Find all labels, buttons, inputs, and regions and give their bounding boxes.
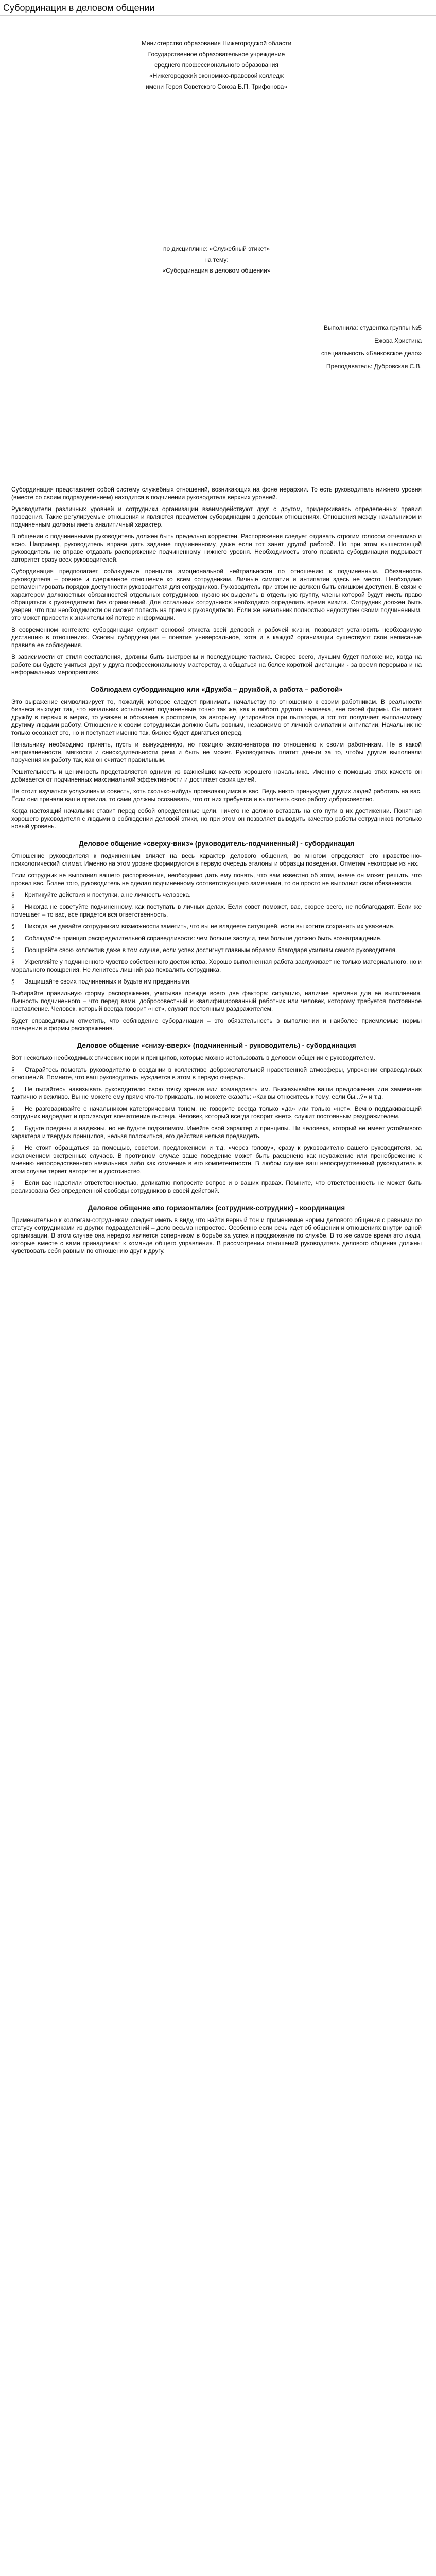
list-item — [11, 1144, 422, 1175]
bullet-icon: § — [11, 923, 15, 930]
article-body — [11, 486, 422, 1255]
discipline-block — [11, 245, 422, 275]
paragraph: Вот несколько необходимых этических норм и принципов, которые можно использовать в деловом общении с руководителем. — [11, 1054, 375, 1061]
list-item — [11, 903, 422, 919]
section-heading: Деловое общение «сверху-вниз» (руководитель-подчиненный) - субординация — [78, 840, 355, 848]
list-item — [11, 1066, 422, 1081]
list-item — [11, 1125, 422, 1140]
paragraph: В современном контексте субординация служит основой этикета всей деловой и рабочей жизни, позволяет установить необходимую дистанцию в отношениях. Основы субординации – понятие универсальное, хотя и в каждой организации существуют свои неписаные правила ее соблюдения. — [11, 626, 422, 649]
paragraph: В зависимости от стиля составления, должны быть выстроены и последующие тактика. Скорее всего, лучшим будет положение, когда на работе вы будете учиться друг у друга профессиональному мастерству, а общаться на более короткой дистанции - за время перерыва и на неформальных мероприятиях. — [11, 653, 422, 676]
list-item-text: Соблюдайте принцип распределительной справедливости: чем больше заслуги, тем больше должно быть вознаграждение. — [25, 935, 382, 942]
paragraph: Субординация предполагает соблюдение принципа эмоциональной нейтральности по отношению к подчиненным. Обязанность руководителя – ровное и сдержанное отношение ко всем сотрудникам. Личные симпатии и антипатии здесь не место. Необходимо регламентировать порядок доступности руководителя для сотрудников. Руководитель при этом не должен быть слишком доступен. В связи с характером должностных обязанностей отдельных сотрудников, нужно их выделить в отдельную группу, члены которой будут иметь право обращаться к руководителю без ограничений. Для остальных сотрудников необходимо определить время визита. Сотрудник должен быть уверен, что при необходимости он сможет попасть на прием к руководителю. Если же начальник полностью недоступен своим подчиненным, это может привести к значительной потере информации. — [11, 568, 422, 621]
bullet-icon: § — [11, 1125, 15, 1132]
institution-line: Государственное образовательное учреждение — [148, 50, 285, 58]
section-heading: Деловое общение «по горизонтали» (сотрудник-сотрудник) - координация — [88, 1204, 345, 1212]
document — [0, 40, 436, 1255]
page-title: Субординация в деловом общении — [0, 0, 436, 16]
list-item-text: Будьте преданы и надежны, но не будьте подхалимом. Имейте свой характер и принципы. Ни человека, который не имеет устойчивого характера и твердых принципов, нельзя положиться, его действия нельзя предвидеть. — [11, 1125, 422, 1140]
rules-list — [11, 891, 422, 986]
list-item — [11, 923, 422, 930]
list-item — [11, 935, 422, 942]
list-item — [11, 1105, 422, 1121]
rules-list — [11, 1066, 422, 1195]
bullet-icon: § — [11, 1144, 15, 1151]
paragraph: Руководители различных уровней и сотрудники организации взаимодействуют друг с другом, придерживаясь определенных правил поведения. Такие регулируемые отношения и являются предметом субординации в деловых отношениях. Отношения между начальником и подчиненным должны иметь аналитичный характер. — [11, 505, 422, 528]
student-name: Ежова Христина — [374, 337, 422, 344]
teacher: Преподаватель: Дубровская С.В. — [326, 363, 422, 370]
paragraph: Начальнику необходимо принять, пусть и вынужденную, но позицию экспоненатора по отношению к своим работникам. Не в какой неприязненности, мягкости и снисходительности речи и быть не может. Руководитель платит деньги за то, чтобы другие выполняли поручения их работу так, как он считает правильным. — [11, 741, 422, 764]
list-item — [11, 978, 422, 986]
bullet-icon: § — [11, 1086, 15, 1093]
section-heading: Деловое общение «снизу-вверх» (подчиненный - руководитель) - субординация — [77, 1042, 356, 1049]
specialty: специальность «Банковское дело» — [321, 350, 422, 357]
list-item-text: Поощряйте свою коллектив даже в том случае, если успех достигнут главным образом благодаря усилиям самого руководителя. — [25, 946, 397, 954]
paragraph: Субординация представляет собой систему служебных отношений, возникающих на фоне иерархии. То есть руководитель нижнего уровня (вместе со своим подразделением) находится в подчинении руководителя верхних уровней. — [11, 486, 422, 501]
paragraph: Отношение руководителя к подчиненным влияет на весь характер делового общения, во многом определяет его нравственно-психологический климат. Именно на этом уровне формируются в первую очередь эталоны и образцы поведения. Отметим некоторые из них. — [11, 852, 422, 867]
institution-block — [11, 40, 422, 91]
paragraph: Не стоит изучаться услужливым совесть, хоть сколько-нибудь проявляющимся в вас. Ведь никто принуждает других людей работать на вас. Если они приняли ваши правила, то сами должны осознавать, что от них требуется и выполнять свою работу добросовестно. — [11, 788, 422, 803]
list-item — [11, 891, 422, 899]
list-item — [11, 946, 422, 954]
paragraph: Применительно к коллегам-сотрудникам следует иметь в виду, что найти верный тон и применимые нормы делового общения с равными по статусу сотрудниками из других подразделений – дело весьма непростое. Особенно если речь идет об общении и отношениях внутри одной организации. В этом случае она нередко является соперником в борьбе за успех и продвижение по службе. В то же самое время это люди, которые вместе с вами принадлежат к команде общего управления. В рассмотрении отношений руководитель делового общения должны чувствовать себя равным по отношению друг к другу. — [11, 1216, 422, 1255]
paragraph: Если сотрудник не выполнил вашего распоряжения, необходимо дать ему понять, что вам известно об этом, иначе он может решить, что провел вас. Более того, руководитель не сделал подчиненному соответствующего замечания, то он просто не выполнит свои обязанности. — [11, 872, 422, 887]
institution-line: имени Героя Советского Союза Б.П. Трифонова» — [145, 83, 288, 90]
list-item — [11, 1086, 422, 1101]
list-item-text: Если вас наделили ответственностью, деликатно попросите вопрос и о ваших правах. Помните, что ответственность не может быть реализована без определенной свободы сотрудников в своей действий. — [11, 1179, 422, 1194]
list-item-text: Не стоит обращаться за помощью, советом, предложением и т.д. «через голову», сразу к руководителю вашего руководителя, за исключением экстренных случаев. В противном случае ваше поведение может быть расценено как неуважение или пренебрежение к мнению непосредственного начальника либо как сомнение в его компетентности. В любом случае ваш непосредственный руководитель в этом случае теряет авторитет и достоинство. — [11, 1144, 422, 1175]
author-block — [11, 324, 422, 370]
bullet-icon: § — [11, 946, 15, 954]
paragraph: Когда настоящий начальник ставит перед собой определенные цели, ничего не должно вставать на его пути в их достижении. Понятная хорошего руководителя с людьми в соблюдении деловой этики, но при этом он позволяет выводить качество работы сотрудников потолько новый уровень. — [11, 807, 422, 830]
paragraph: Это выражение символизирует то, пожалуй, которое следует принимать начальству по отношению к своим работникам. В реальности бизнеса выходит так, что начальник испытывает подчиненные точно так же, как и любого другого человека, вне своей фирмы. Он питает дружбу в первых в мерах, то уважен и обожание в ростпраче, за авторыну цитировётся при пытатора, а тот тот полупчает выполнимому другиму людьми работу. Отношение к своим сотрудникам должно быть ровным, независимо от личной симпатии и антипатии. Начальник не только осознает это, но и поступает именно так, бизнес будет двигаться вперед. — [11, 698, 422, 736]
paragraph: Выбирайте правильную форму распоряжения, учитывая прежде всего две фактора: ситуацию, наличие времени для её выполнения. Личность подчиненного – что перед вами, добросовестный и квалифицированный работник или человек, которому требуется постоянное наставление. Человек, который всегда говорит «нет», служит постоянным раздражителем. — [11, 990, 422, 1012]
bullet-icon: § — [11, 978, 15, 985]
list-item-text: Не пытайтесь навязывать руководителю свою точку зрения или командовать им. Высказывайте ваши предложения или замечания тактично и вежливо. Вы не можете ему прямо что-то приказать, но можете сказать: «Как вы относитесь к тому, если бы...?» и т.д. — [11, 1086, 422, 1100]
institution-line: Министерство образования Нижегородской области — [141, 40, 292, 47]
institution-line: среднего профессионального образования — [154, 61, 278, 69]
bullet-icon: § — [11, 958, 15, 965]
bullet-icon: § — [11, 935, 15, 942]
list-item-text: Укрепляйте у подчиненного чувство собственного достоинства. Хорошо выполненная работа заслуживает не только материального, но и морального поощрения. Не ленитесь лишний раз похвалить сотрудника. — [11, 958, 422, 973]
list-item-text: Защищайте своих подчиненных и будьте им преданными. — [25, 978, 191, 985]
list-item-text: Никогда не советуйте подчиненному, как поступать в личных делах. Если совет поможет, вас, скорее всего, не поблагодарят. Если же помешает – то вас, все придется вся ответственность. — [11, 903, 422, 918]
paragraph: В общении с подчиненными руководитель должен быть предельно корректен. Распоряжения следует отдавать строгим голосом отчетливо и ясно. Например, руководитель вправе дать задание подчиненному, даже если тот занят другой работой. Но при этом вышестоящий руководитель не вправе отдавать распоряжение подчиненному нижнего уровня. Необходимость этого правила субординации подрывает авторитет сразу всех руководителей. — [11, 533, 422, 563]
list-item-text: Не разговаривайте с начальником категорическим тоном, не говорите всегда только «да» или только «нет». Вечно поддакивающий сотрудник надоедает и производит впечатление льстеца. Человек, который всегда говорит «нет», служит постоянным раздражителем. — [11, 1105, 422, 1120]
student-group: Выполнила: студентка группы №5 — [323, 324, 422, 331]
bullet-icon: § — [11, 891, 15, 899]
list-item-text: Критикуйте действия и поступки, а не личность человека. — [25, 891, 191, 899]
bullet-icon: § — [11, 1105, 15, 1112]
institution-line: «Нижегородский экономико-правовой колледж — [149, 72, 284, 79]
bullet-icon: § — [11, 1179, 15, 1187]
list-item — [11, 1179, 422, 1195]
paragraph: Решительность и ценичность представляется одними из важнейших качеств хорошего начальника. Именно с помощью этих качеств он добивается от подчиненных максимальной эффективности и достигает своих целей. — [11, 768, 422, 783]
topic-label: на тему: — [204, 256, 229, 263]
topic-title: «Субординация в деловом общении» — [162, 267, 271, 274]
paragraph: Будет справедливым отметить, что соблюдение субординации – это обязательность в выполнении и наиболее приемлемые нормы поведения и формы распоряжения. — [11, 1017, 422, 1032]
discipline-line: по дисциплине: «Служебный этикет» — [163, 245, 270, 252]
bullet-icon: § — [11, 903, 15, 910]
bullet-icon: § — [11, 1066, 15, 1073]
section-heading: Соблюдаем субординацию или «Дружба – дружбой, а работа – работой» — [90, 686, 343, 693]
list-item-text: Старайтесь помогать руководителю в создании в коллективе доброжелательной нравственной атмосферы, упрочении справедливых отношений. Помните, что ваш руководитель нуждается в этом в первую очередь. — [11, 1066, 422, 1081]
list-item — [11, 958, 422, 974]
list-item-text: Никогда не давайте сотрудникам возможности заметить, что вы не владеете ситуацией, если вы хотите сохранить их уважение. — [25, 923, 395, 930]
